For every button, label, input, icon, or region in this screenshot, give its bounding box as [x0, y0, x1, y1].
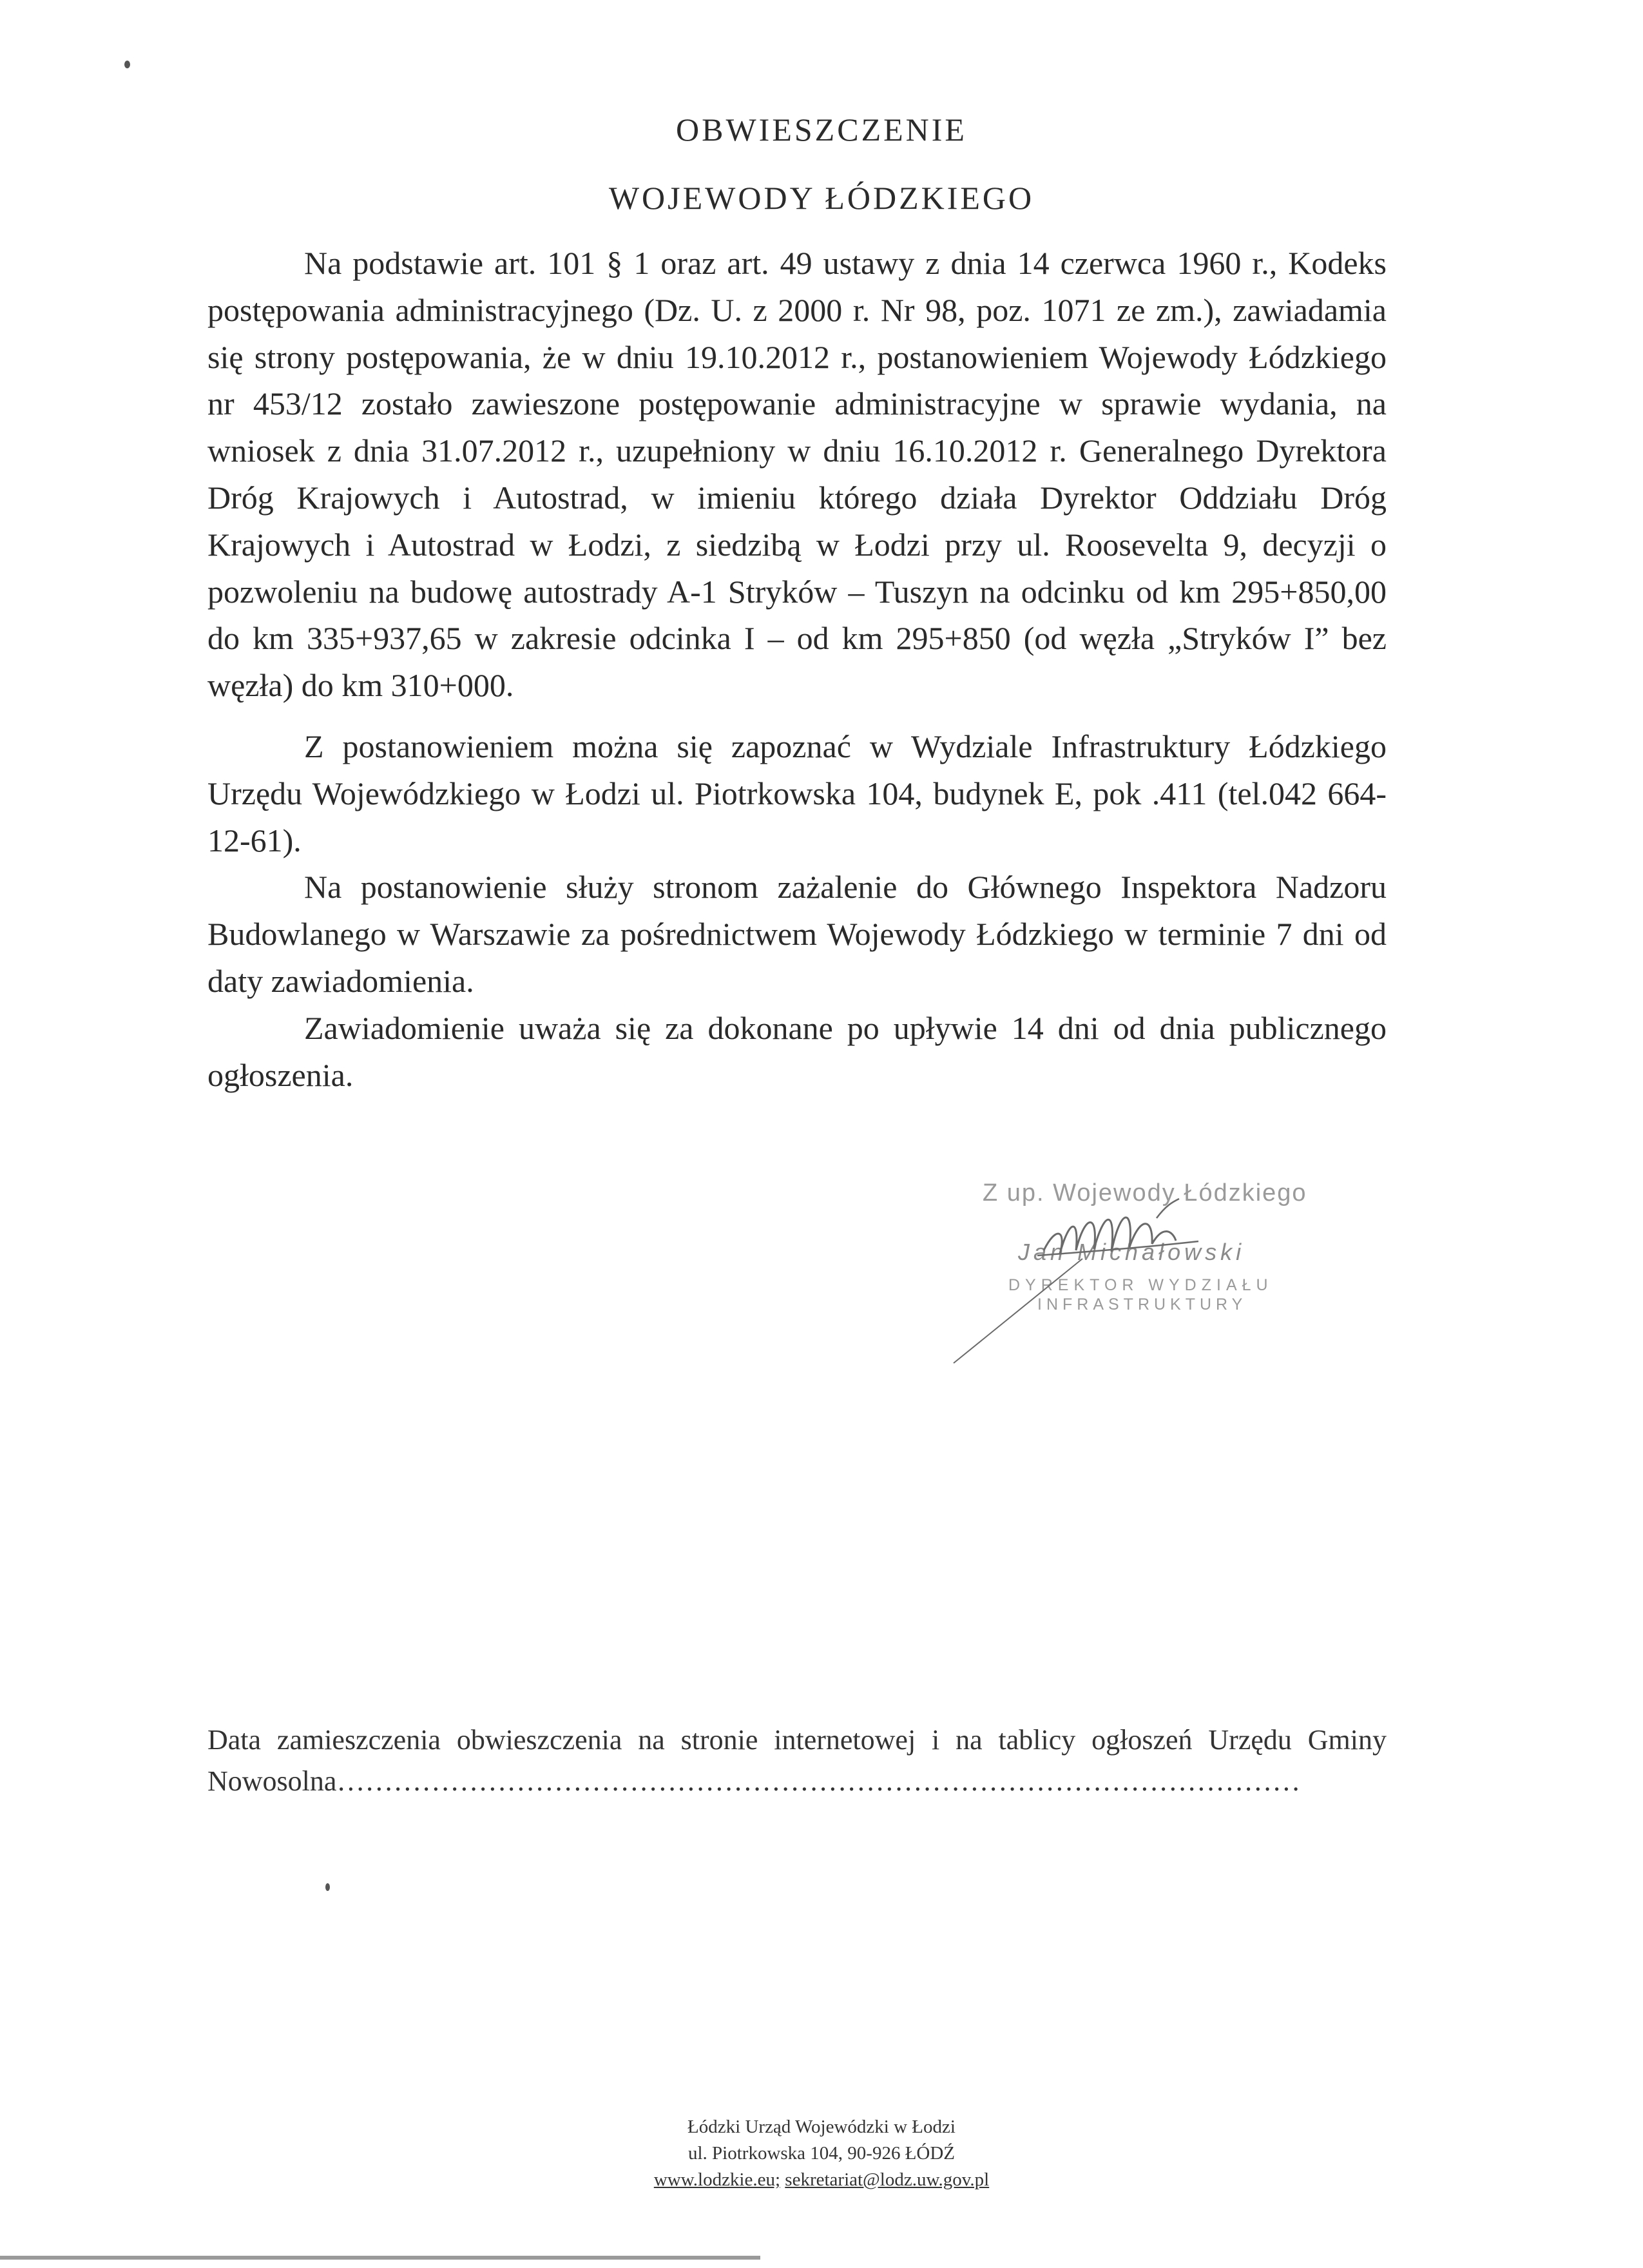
document-title: OBWIESZCZENIE	[676, 111, 967, 148]
scan-bottom-edge	[0, 2256, 760, 2260]
footer-contact	[0, 2167, 1643, 2193]
footer-street-address: ul. Piotrkowska 104, 90-926 ŁÓDŹ	[687, 2143, 956, 2164]
footer-office-name: Łódzki Urząd Wojewódzki w Łodzi	[687, 2117, 956, 2137]
scan-speck	[325, 1883, 330, 1891]
handwritten-signature	[947, 1179, 1398, 1373]
scan-speck	[124, 61, 130, 68]
stamp-position: DYREKTOR WYDZIAŁU	[1008, 1276, 1273, 1294]
paragraph-appeal: Na postanowienie służy stronom zażalenie do Głównego Inspektora Nadzoru Budowlanego w Warszawie za pośrednictwem Wojewody Łódzkiego w terminie 7 dni od daty zawiadomienia.	[207, 869, 1387, 999]
paragraph-access: Z postanowieniem można się zapoznać w Wydziale Infrastruktury Łódzkiego Urzędu Wojewódzkiego w Łodzi ul. Piotrkowska 104, budynek E, pok .411 (tel.042 664-12-61).	[207, 728, 1387, 858]
publication-date-note: Data zamieszczenia obwieszczenia na stronie internetowej i na tablicy ogłoszeń Urzędu Gminy Nowosolna…………………………………………………………………………………………	[207, 1724, 1387, 1797]
announcement-body	[207, 240, 1387, 1098]
footer-address	[0, 2114, 1643, 2193]
website-link[interactable]: www.lodzkie.eu;	[653, 2169, 781, 2190]
document-subtitle: WOJEWODY ŁÓDZKIEGO	[608, 180, 1035, 216]
signature-stamp	[947, 1179, 1398, 1373]
stamp-department: INFRASTRUKTURY	[1037, 1295, 1247, 1313]
paragraph-notification: Zawiadomienie uważa się za dokonane po upływie 14 dni od dnia publicznego ogłoszenia.	[207, 1009, 1387, 1093]
stamp-name: Jan Michałowski	[1018, 1239, 1245, 1265]
email-link[interactable]: sekretariat@lodz.uw.gov.pl	[785, 2169, 990, 2190]
stamp-authority: Z up. Wojewody Łódzkiego	[983, 1179, 1307, 1207]
paragraph-legal-basis: Na podstawie art. 101 § 1 oraz art. 49 ustawy z dnia 14 czerwca 1960 r., Kodeks postępowania administracyjnego (Dz. U. z 2000 r. Nr 98, poz. 1071 ze zm.), zawiadamia się strony postępowania, że w dniu 19.10.2012 r., postanowieniem Wojewody Łódzkiego nr 453/12 zostało zawieszone postępowanie administracyjne w sprawie wydania, na wniosek z dnia 31.07.2012 r., uzupełniony w dniu 16.10.2012 r. Generalnego Dyrektora Dróg Krajowych i Autostrad, w imieniu którego działa Dyrektor Oddziału Dróg Krajowych i Autostrad w Łodzi, z siedzibą w Łodzi przy ul. Roosevelta 9, decyzji o pozwoleniu na budowę autostrady A-1 Stryków – Tuszyn na odcinku od km 295+850,00 do km 335+937,65 w zakresie odcinka I – od km 295+850 (od węzła „Stryków I” bez węzła) do km 310+000.	[207, 245, 1387, 704]
